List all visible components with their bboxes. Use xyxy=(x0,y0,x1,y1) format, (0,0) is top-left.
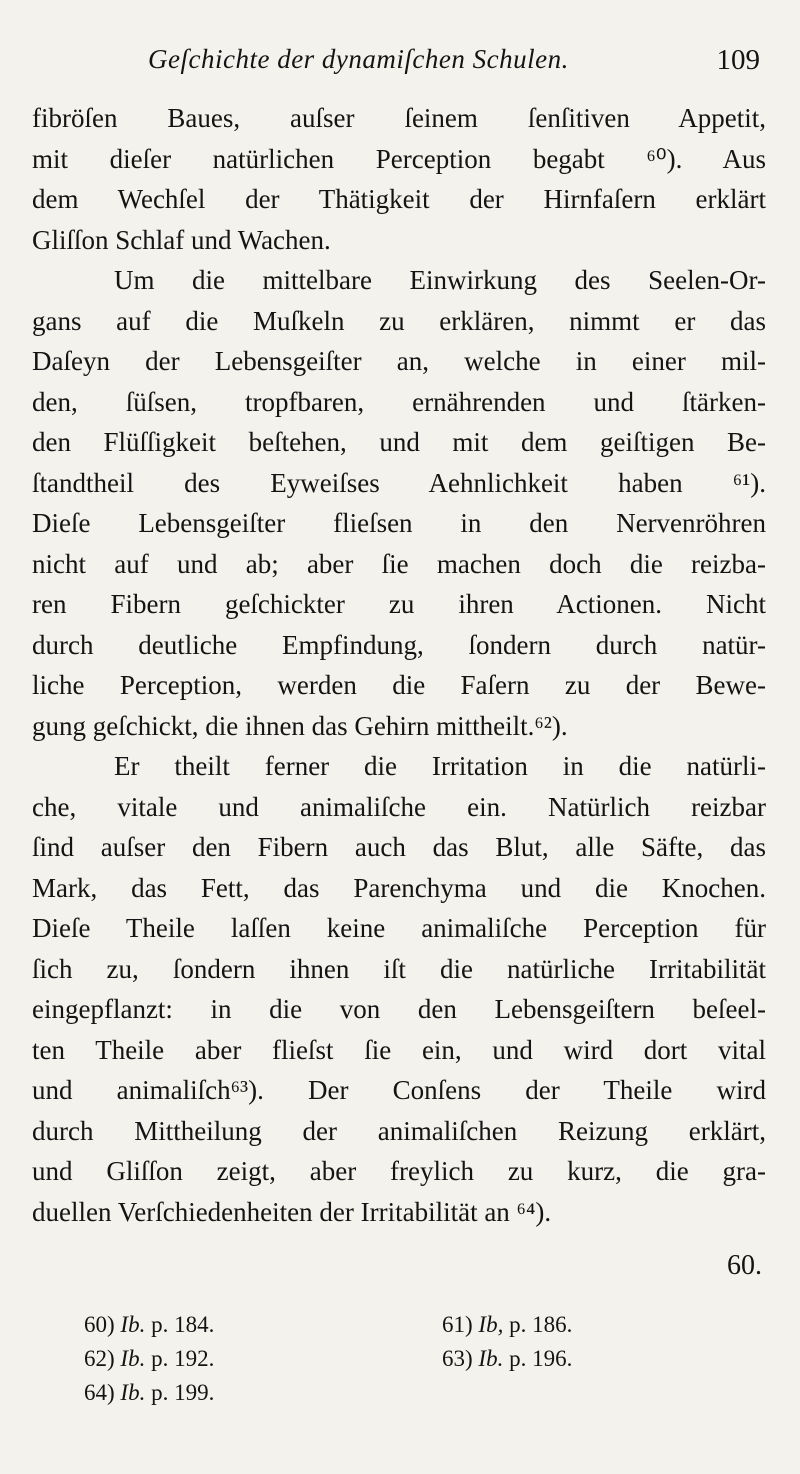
text-line: Dieſe Theile laſſen keine animaliſche Perception für xyxy=(32,913,766,943)
text-line: che, vitale und animaliſche ein. Natürlich reizbar xyxy=(32,791,766,822)
footnote-ref: Ib, xyxy=(478,1312,504,1337)
footnote-page: p. 192. xyxy=(151,1346,215,1371)
text-line: nicht auf und ab; aber ſie machen doch die reizba- xyxy=(32,548,766,579)
footnote-ref: Ib. xyxy=(120,1346,146,1371)
text-line: ſtandtheil des Eyweiſses Aehnlichkeit haben ⁶¹). xyxy=(32,467,766,498)
text-line: Dieſe Lebensgeiſter flieſsen in den Nervenröhren xyxy=(32,508,766,538)
text-line: Gliſſon Schlaf und Wachen. xyxy=(32,224,331,255)
text-line: gans auf die Muſkeln zu erklären, nimmt er das xyxy=(32,305,766,336)
text-line: Daſeyn der Lebensgeiſter an, welche in einer mil- xyxy=(32,346,766,376)
text-line: durch deutliche Empfindung, ſondern durch natür- xyxy=(32,629,766,660)
text-line: Um die mittelbare Einwirkung des Seelen-Or- xyxy=(114,265,766,295)
footnote-page: p. 186. xyxy=(509,1312,573,1337)
text-line: dem Wechſel der Thätigkeit der Hirnfaſern erklärt xyxy=(32,184,766,214)
footnote-number: 62) xyxy=(84,1346,115,1371)
footnote-page: p. 199. xyxy=(151,1380,215,1405)
page-header xyxy=(148,42,768,86)
footnote-number: 61) xyxy=(442,1312,473,1337)
running-title: Geſchichte der dynamiſchen Schulen. xyxy=(148,44,569,74)
footnote-ref: Ib. xyxy=(478,1346,504,1371)
footnote-number: 63) xyxy=(442,1346,473,1371)
footnote-ref: Ib. xyxy=(120,1380,146,1405)
text-line: gung geſchickt, die ihnen das Gehirn mittheilt.⁶²). xyxy=(32,710,568,741)
footnote-ref: Ib. xyxy=(120,1312,146,1337)
text-line: eingepflanzt: in die von den Lebensgeiſtern beſeel- xyxy=(32,994,766,1024)
footnote-page: p. 196. xyxy=(509,1346,573,1371)
text-line: den Flüſſigkeit beſtehen, und mit dem geiſtigen Be- xyxy=(32,427,766,457)
text-line: ten Theile aber flieſst ſie ein, und wird dort vital xyxy=(32,1034,766,1065)
footnote-number: 60) xyxy=(84,1312,115,1337)
catchword: 60. xyxy=(727,1250,762,1281)
footnote-number: 64) xyxy=(84,1380,115,1405)
text-line: duellen Verſchiedenheiten der Irritabilität an ⁶⁴). xyxy=(32,1196,552,1227)
text-line: fibröſen Baues, auſser ſeinem ſenſitiven Appetit, xyxy=(32,103,766,133)
footnote xyxy=(442,1312,572,1338)
page-number: 109 xyxy=(716,44,760,76)
text-line: ſind auſser den Fibern auch das Blut, alle Säfte, das xyxy=(32,832,766,862)
body-text xyxy=(32,98,766,1232)
text-line: durch Mittheilung der animaliſchen Reizung erklärt, xyxy=(32,1115,766,1146)
footnote xyxy=(84,1380,214,1406)
footnote-page: p. 184. xyxy=(151,1312,215,1337)
text-line: mit dieſer natürlichen Perception begabt ⁶⁰). Aus xyxy=(32,143,766,174)
text-line: ſich zu, ſondern ihnen iſt die natürliche Irritabilität xyxy=(32,953,766,984)
text-line: liche Perception, werden die Faſern zu der Bewe- xyxy=(32,670,766,700)
text-line: und animaliſch⁶³). Der Conſens der Theile wird xyxy=(32,1075,766,1105)
text-line: und Gliſſon zeigt, aber freylich zu kurz, die gra- xyxy=(32,1156,766,1186)
footnote xyxy=(84,1346,214,1372)
text-line: Er theilt ferner die Irritation in die natürli- xyxy=(114,751,766,781)
footnote xyxy=(442,1346,572,1372)
text-line: den, ſüſsen, tropfbaren, ernährenden und ſtärken- xyxy=(32,386,766,417)
footnote xyxy=(84,1312,214,1338)
text-line: Mark, das Fett, das Parenchyma und die Knochen. xyxy=(32,872,766,903)
text-line: ren Fibern geſchickter zu ihren Actionen. Nicht xyxy=(32,589,766,619)
